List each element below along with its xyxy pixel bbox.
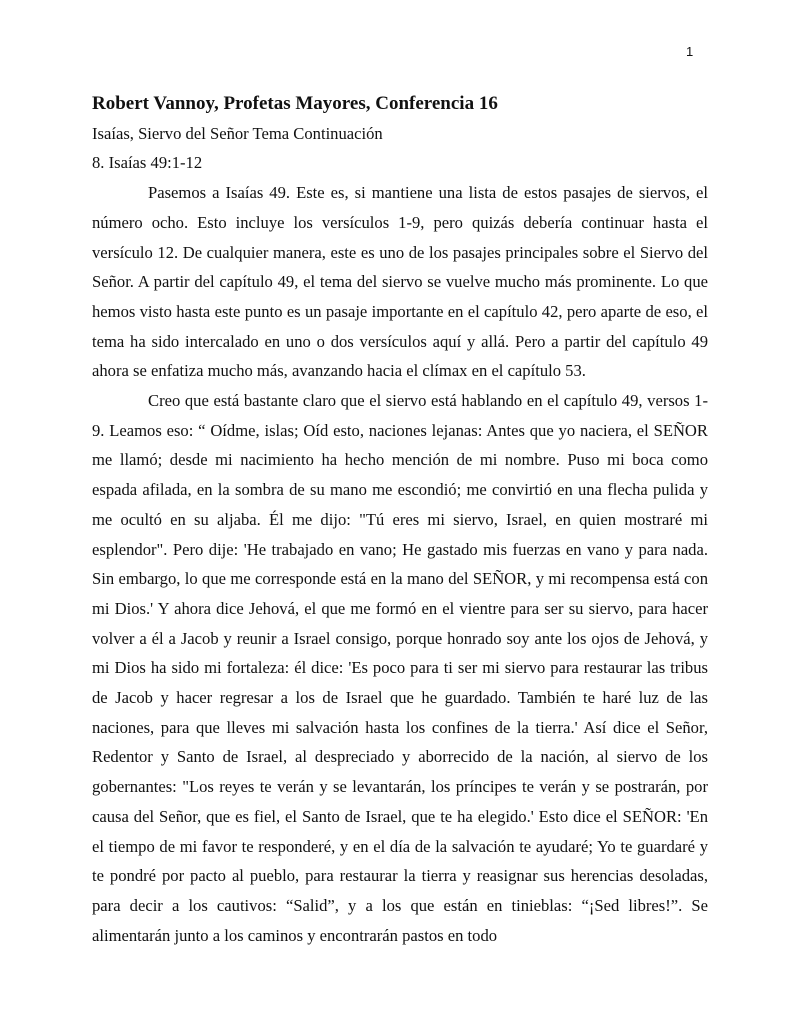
document-title: Robert Vannoy, Profetas Mayores, Conferencia 16 xyxy=(92,93,498,114)
document-subtitle: Isaías, Siervo del Señor Tema Continuación xyxy=(92,123,383,143)
body-paragraph: Creo que está bastante claro que el siervo está hablando en el capítulo 49, versos 1-9. Leamos eso: “ Oídme, islas; Oíd esto, naciones lejanas: Antes que yo naciera, el SEÑOR me llamó; desde mi nacimiento ha hecho mención de mi nombre. Puso mi boca como espada afilada, en la sombra de su mano me escondió; me convirtió en una flecha pulida y me ocultó en su aljaba. Él me dijo: "Tú eres mi siervo, Israel, en quien mostraré mi esplendor". Pero dije: 'He trabajado en vano; He gastado mis fuerzas en vano y para nada. Sin embargo, lo que me corresponde está en la mano del SEÑOR, y mi recompensa está con mi Dios.' Y ahora dice Jehová, el que me formó en el vientre para ser su siervo, para hacer volver a él a Jacob y reunir a Israel consigo, porque honrado soy ante los ojos de Jehová, y mi Dios ha sido mi fortaleza: él dice: 'Es poco para ti ser mi siervo para restaurar las tribus de Jacob y hacer regresar a los de Israel que he guardado. También te haré luz de las naciones, para que lleves mi salvación hasta los confines de la tierra.' Así dice el Señor, Redentor y Santo de Israel, al despreciado y aborrecido de la nación, al siervo de los gobernantes: "Los reyes te verán y se levantarán, los príncipes te verán y se postrarán, por causa del Señor, que es fiel, el Santo de Israel, que te ha elegido.' Esto dice el SEÑOR: 'En el tiempo de mi favor te responderé, y en el día de la salvación te ayudaré; Yo te guardaré y te pondré por pacto al pueblo, para restaurar la tierra y reasignar sus herencias desoladas, para decir a los cautivos: “Salid”, y a los que están en tinieblas: “¡Sed libres!”. Se alimentarán junto a los caminos y encontrarán pastos en todo xyxy=(92,391,708,945)
page-number: 1 xyxy=(686,44,694,59)
section-heading: 8. Isaías 49:1-12 xyxy=(92,153,203,173)
body-paragraph: Pasemos a Isaías 49. Este es, si mantiene una lista de estos pasajes de siervos, el número ocho. Esto incluye los versículos 1-9, pero quizás debería continuar hasta el versículo 12. De cualquier manera, este es uno de los pasajes principales sobre el Siervo del Señor. A partir del capítulo 49, el tema del siervo se vuelve mucho más prominente. Lo que hemos visto hasta este punto es un pasaje importante en el capítulo 42, pero aparte de eso, el tema ha sido intercalado en uno o dos versículos aquí y allá. Pero a partir del capítulo 49 ahora se enfatiza mucho más, avanzando hacia el clímax en el capítulo 53. xyxy=(92,183,708,381)
document-body xyxy=(92,89,708,950)
